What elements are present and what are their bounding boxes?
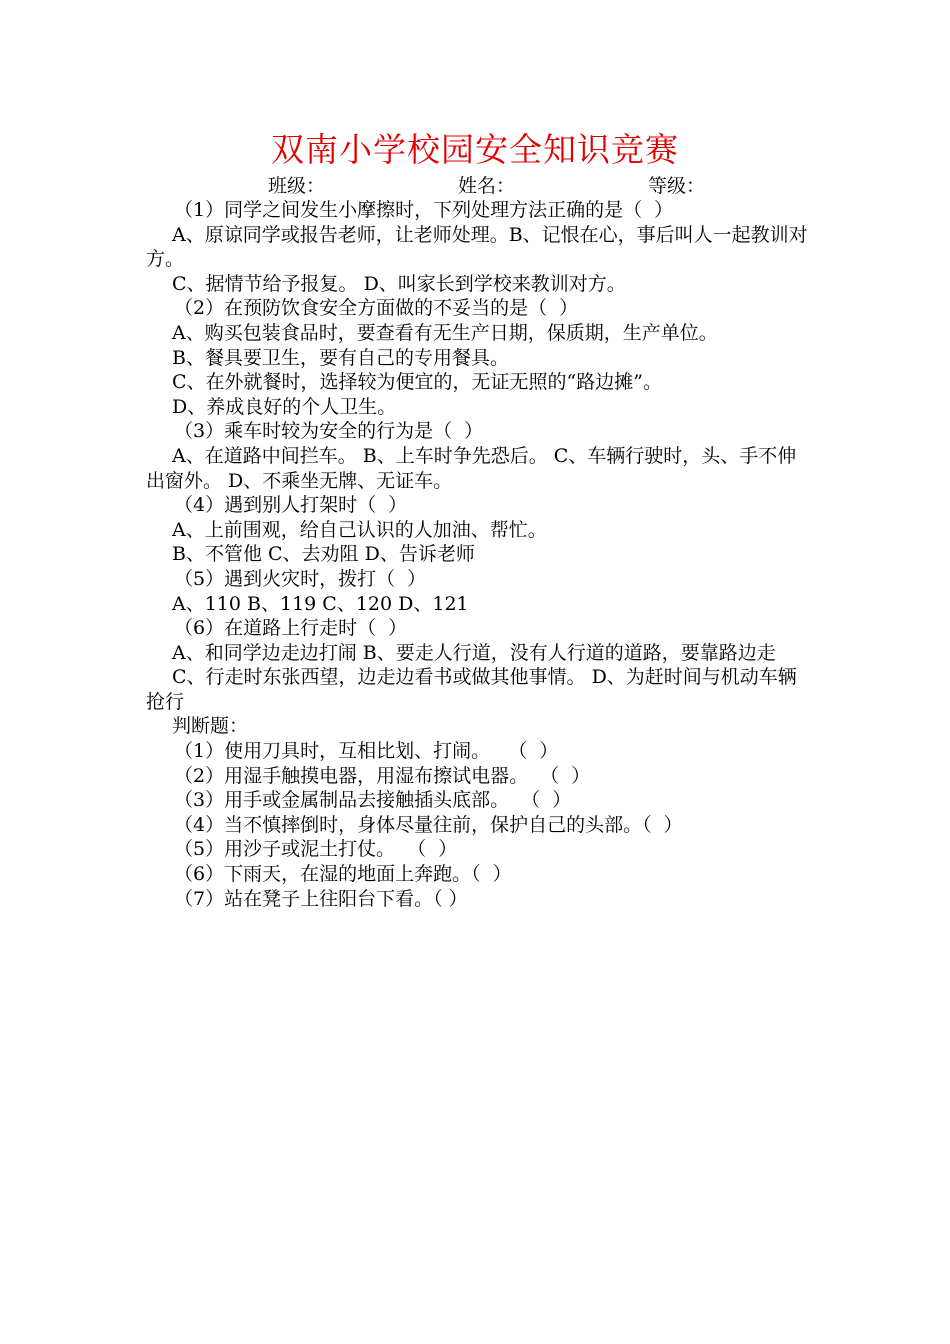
question-line: （1）同学之间发生小摩擦时，下列处理方法正确的是（ ）	[174, 199, 674, 221]
name-label: 姓名：	[458, 175, 516, 197]
option-line: A、和同学边走边打闹 B、要走人行道，没有人行道的道路，要靠路边走	[172, 641, 776, 664]
quiz-body	[146, 198, 814, 911]
question-line: （6）在道路上行走时（ ）	[174, 617, 408, 640]
option-line: A、原谅同学或报告老师，让老师处理。B、记恨在心，事后叫人一起教训对方。	[146, 223, 808, 271]
option-line: C、行走时东张西望，边走边看书或做其他事情。 D、为赶时间与机动车辆抢行	[146, 666, 797, 713]
student-info-row	[0, 174, 950, 198]
option-line: B、不管他 C、去劝阻 D、告诉老师	[172, 543, 475, 566]
question-line: （5）遇到火灾时，拨打（ ）	[174, 567, 427, 590]
option-line: A、购买包装食品时，要查看有无生产日期，保质期，生产单位。	[172, 321, 718, 344]
grade-label: 等级：	[648, 175, 706, 197]
class-label: 班级：	[268, 175, 326, 197]
question-line: （7）站在凳子上往阳台下看。（ ）	[174, 887, 468, 910]
option-line: A、在道路中间拦车。 B、上车时争先恐后。 C、车辆行驶时，头、手不伸出窗外。 D、不乘坐无牌、无证车。	[146, 444, 797, 492]
question-line: （2）在预防饮食安全方面做的不妥当的是（ ）	[174, 297, 579, 320]
question-line: （6）下雨天，在湿的地面上奔跑。（ ）	[174, 863, 512, 886]
option-line: 判断题：	[172, 715, 249, 738]
question-line: （2）用湿手触摸电器，用湿布擦试电器。 （ ）	[174, 764, 591, 787]
option-line: D、养成良好的个人卫生。	[172, 395, 397, 418]
option-line: C、据情节给予报复。 D、叫家长到学校来教训对方。	[172, 272, 626, 295]
option-line: C、在外就餐时，选择较为便宜的，无证无照的“路边摊”。	[172, 371, 662, 394]
question-line: （4）当不慎摔倒时，身体尽量往前，保护自己的头部。（ ）	[174, 813, 683, 836]
option-line: B、餐具要卫生，要有自己的专用餐具。	[172, 346, 509, 369]
question-line: （5）用沙子或泥土打仗。 （ ）	[174, 838, 458, 861]
page-title: 双南小学校园安全知识竞赛	[271, 130, 679, 169]
question-line: （3）乘车时较为安全的行为是（ ）	[174, 420, 484, 443]
question-line: （4）遇到别人打架时（ ）	[174, 494, 408, 517]
option-line: A、110 B、119 C、120 D、121	[172, 592, 469, 615]
question-line: （1）使用刀具时，互相比划、打闹。 （ ）	[174, 740, 559, 763]
question-line: （3）用手或金属制品去接触插头底部。 （ ）	[174, 789, 572, 812]
option-line: A、上前围观，给自己认识的人加油、帮忙。	[172, 518, 547, 541]
